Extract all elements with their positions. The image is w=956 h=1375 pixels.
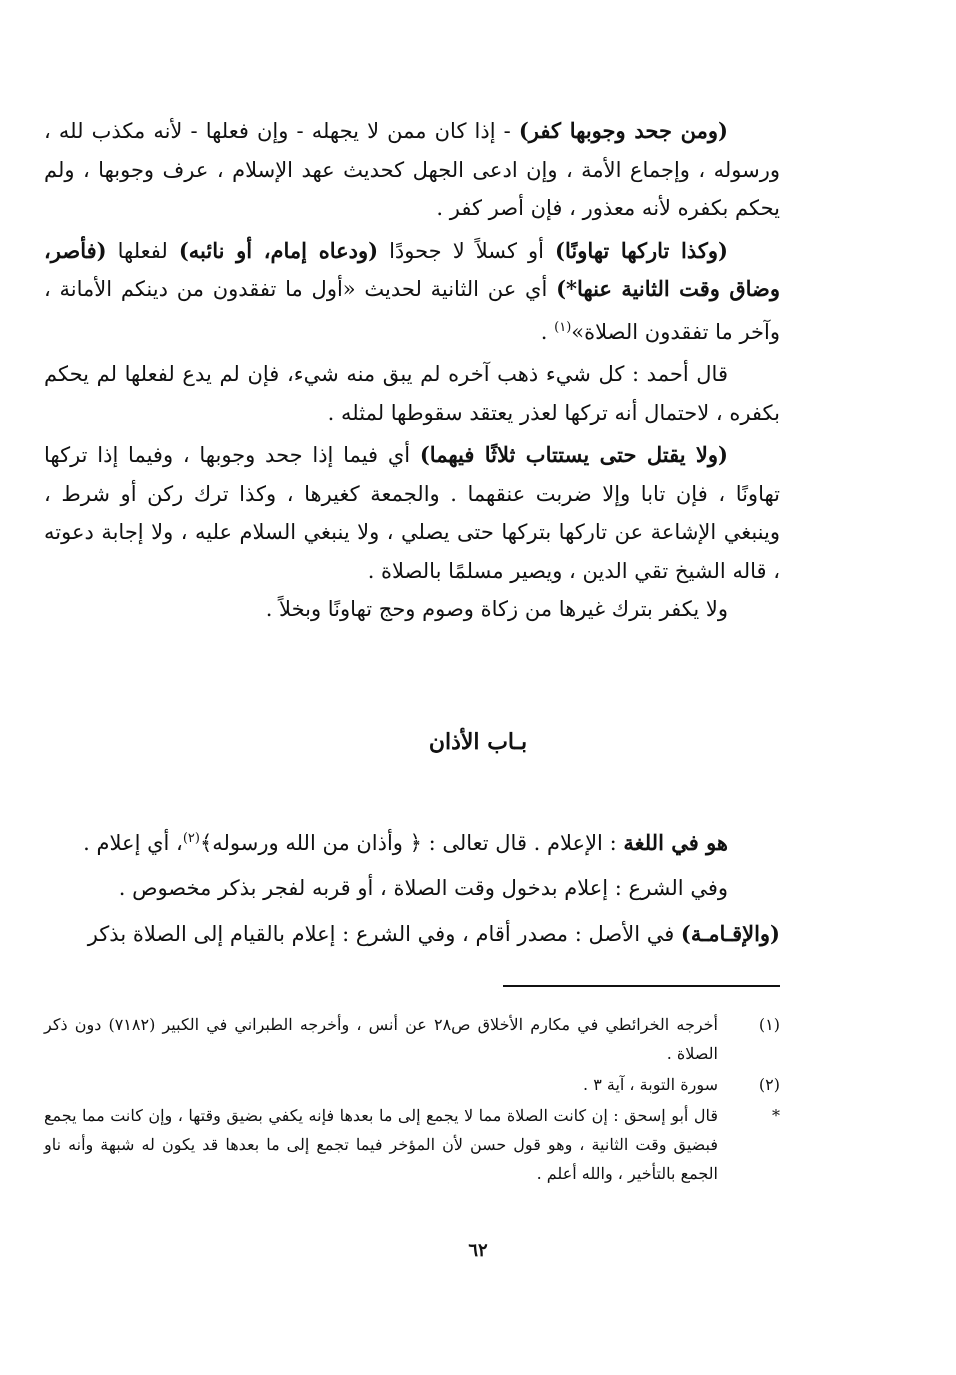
paragraph-text: أي عن الثانية لحديث «أول ما تفقدون من دينكم الأمانة ، وآخر ما تفقدون الصلاة» xyxy=(44,277,780,344)
footnote-text: قال أبو إسحق : إن كانت الصلاة مما لا يجمع إلى ما بعدها فإنه يكفي بضيق وقتها ، وإن كانت مما يجمع فبضيق وقت الثانية ، وهو قول حسن لأن المؤخر فيما تجمع إلى ما بعدها قد يكون له شبهة وأنه ناو الجمع بالتأخير ، والله أعلم . xyxy=(44,1106,718,1183)
bold-term: هو في اللغة xyxy=(623,830,728,855)
section-paragraph-2 xyxy=(44,866,780,911)
bold-term: (والإقـامـة) xyxy=(680,921,780,946)
bold-term: (ولا يقتل حتى يستتاب ثلاثًا فيهما) xyxy=(419,442,728,467)
main-text xyxy=(44,112,780,629)
footnotes xyxy=(44,1010,780,1190)
footnote-text: سورة التوبة ، آية ٣ . xyxy=(583,1075,718,1094)
paragraph-text: أو كسلاً لا جحودًا xyxy=(378,238,556,263)
page-number: ٦٢ xyxy=(468,1240,488,1261)
footnote-divider xyxy=(503,985,780,987)
footnote-ref[interactable]: (١) xyxy=(554,319,572,335)
footnote-marker: * xyxy=(772,1106,780,1125)
paragraph-text: وفي الشرع : إعلام بدخول وقت الصلاة ، أو قربه لفجر بذكر مخصوص . xyxy=(118,876,728,900)
footnote-marker: (٢) xyxy=(758,1075,780,1094)
bold-term: (فأصر، وضاق وقت الثانية عنها*) xyxy=(44,237,780,301)
footnote-ref[interactable]: (٢) xyxy=(182,831,200,846)
paragraph-text: أي فيما إذا جحد وجوبها ، وفيما إذا تركها تهاونًا ، فإن تابا وإلا ضربت عنقهما . والجمعة كغيرها ، وكذا ترك ركن أو شرط ، وينبغي الإشاعة عن تاركها بتركها حتى يصلي ، ولا ينبغي السلام عليه ، ولا إجابة دعوته ، قاله الشيخ تقي الدين ، ويصير مسلمًا بالصلاة . xyxy=(44,443,781,583)
footnote-item xyxy=(44,1010,780,1068)
bold-term: (ومن جحد وجوبها كفر) xyxy=(518,118,728,143)
section-paragraph-3 xyxy=(44,911,780,957)
footnote-item xyxy=(44,1070,780,1099)
paragraph-text: ولا يكفر بترك غيرها من زكاة وصوم وحج تهاونًا وبخلاً . xyxy=(265,597,728,621)
paragraph-text: في الأصل : مصدر أقام ، وفي الشرع : إعلام بالقيام إلى الصلاة بذكر xyxy=(87,922,681,946)
footnote-item xyxy=(44,1101,780,1188)
paragraph-text: - إذا كان ممن لا يجهله - وإن فعلها - لأنه مكذب لله ، ورسوله ، وإجماع الأمة ، وإن ادعى الجهل كحديث عهد الإسلام ، عرف وجوبها ، ولم يحكم بكفره لأنه معذور ، فإن أصر كفر . xyxy=(44,119,780,220)
paragraph-text: . xyxy=(540,319,555,344)
paragraph-3 xyxy=(44,355,780,432)
footnote-text: أخرجه الخرائطي في مكارم الأخلاق ص٢٨ عن أنس ، وأخرجه الطبراني في الكبير (٧١٨٢) دون ذكر الصلاة . xyxy=(44,1015,718,1063)
paragraph-text: : الإعلام . قال تعالى : ﴿ وأذان من الله ورسوله﴾ xyxy=(199,831,624,855)
paragraph-text: قال أحمد : كل شيء ذهب آخره لم يبق منه شيء، فإن لم يدع لفعلها لم يحكم بكفره ، لاحتمال أنه تركها لعذر يعتقد سقوطها لمثله . xyxy=(44,362,780,425)
paragraph-2 xyxy=(44,232,780,352)
section-text xyxy=(44,816,780,957)
paragraph-4 xyxy=(44,436,780,590)
section-title: بـاب الأذان xyxy=(428,729,528,755)
paragraph-1 xyxy=(44,112,780,228)
paragraph-5 xyxy=(44,590,780,629)
bold-term: (ودعاه إمام، أو نائبه) xyxy=(178,237,379,263)
section-paragraph-1 xyxy=(44,816,780,866)
footnote-marker: (١) xyxy=(758,1015,780,1034)
paragraph-text: لفعلها xyxy=(106,238,179,263)
paragraph-text: ، أي إعلام . xyxy=(83,831,183,855)
bold-term: (وكذا تاركها تهاونًا) xyxy=(555,237,728,263)
